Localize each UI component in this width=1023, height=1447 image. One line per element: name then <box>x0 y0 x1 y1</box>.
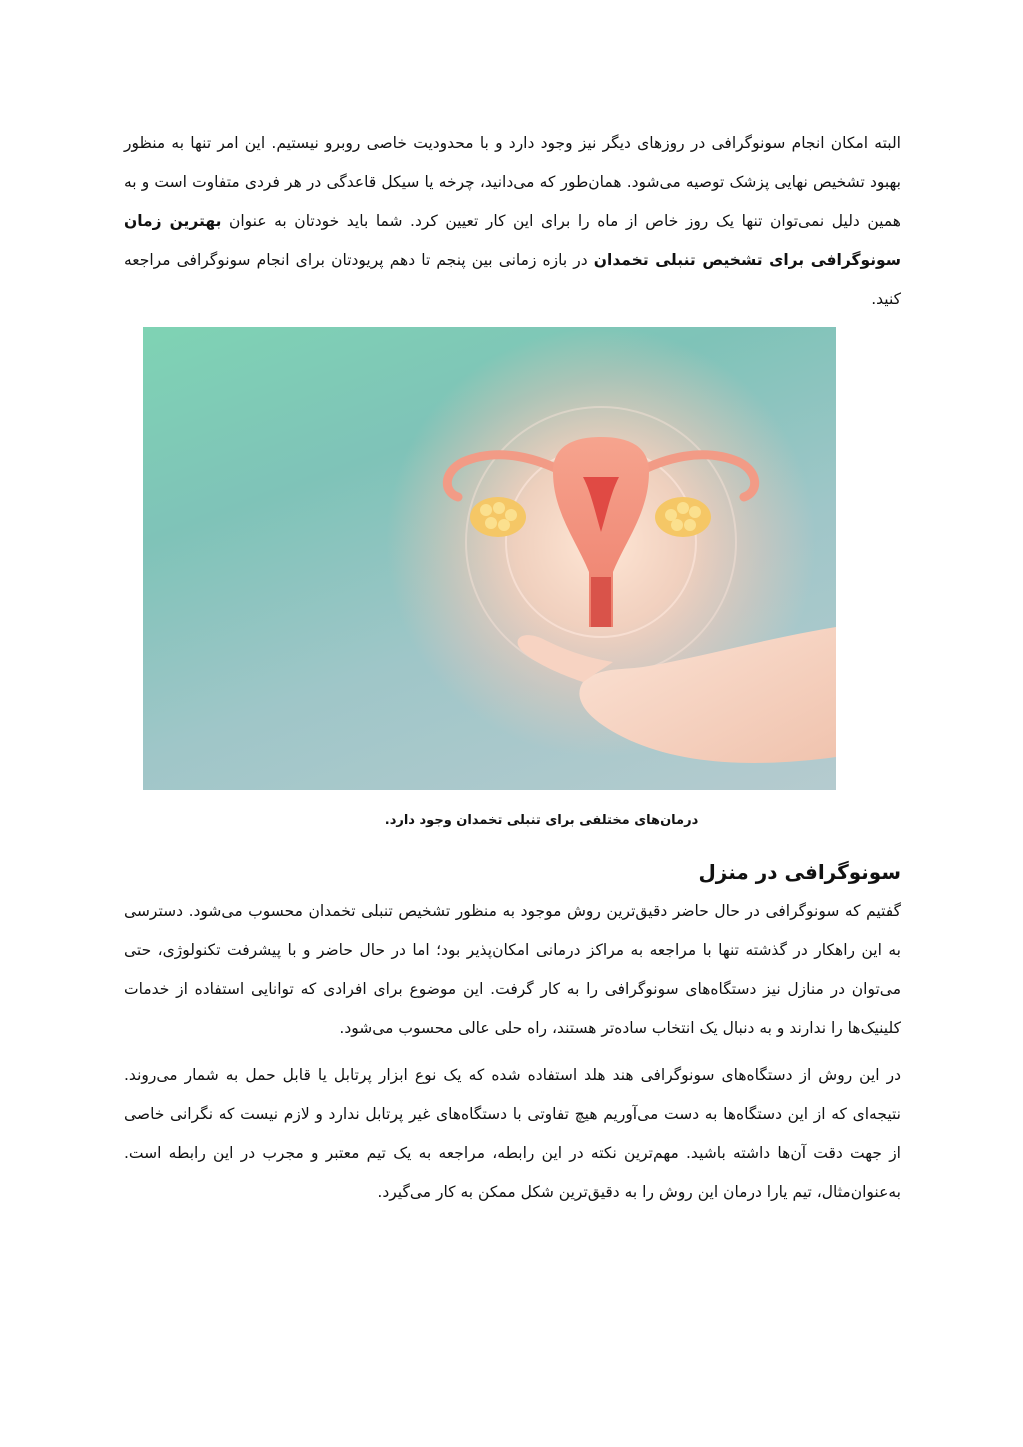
cervix-canal <box>591 577 611 627</box>
uterus-illustration <box>143 327 836 790</box>
intro-text-end: در بازه زمانی بین پنجم تا دهم پریودتان برای انجام سونوگرافی مراجعه کنید. <box>124 251 901 308</box>
section-paragraph-1: گفتیم که سونوگرافی در حال حاضر دقیق‌ترین روش موجود به منظور تشخیص تنبلی تخمدان محسوب می‌شود. دسترسی به این راهکار در گذشته تنها با مراجعه به مراکز درمانی امکان‌پذیر بود؛ اما در حال حاضر و با پیشرفت تکنولوژی، حتی می‌توان در منازل نیز دستگاه‌های سونوگرافی را به کار گرفت. این موضوع برای افرادی که توانایی استفاده از خدمات کلینیک‌ها را ندارند و به دنبال یک انتخاب ساده‌تر هستند، راه حلی عالی محسوب می‌شود. <box>124 902 901 1037</box>
section-heading: سونوگرافی در منزل <box>698 860 901 884</box>
figure-caption: درمان‌های مختلفی برای تنبلی تخمدان وجود دارد. <box>384 813 699 828</box>
document-page <box>124 124 901 1212</box>
section-paragraph-2: در این روش از دستگاه‌های سونوگرافی هند هلد استفاده شده که یک نوع ابزار پرتابل یا قابل حمل به شمار می‌روند. نتیجه‌ای که از این دستگاه‌ها به دست می‌آوریم هیچ تفاوتی با دستگاه‌های غیر پرتابل ندارد و لازم نیست که نگرانی خاصی از جهت دقت آن‌ها داشته باشید. مهم‌ترین نکته در این رابطه، مراجعه به یک تیم معتبر و مجرب در این رابطه است. به‌عنوان‌مثال، تیم یارا درمان این روش را به دقیق‌ترین شکل ممکن به کار می‌گیرد. <box>124 1066 901 1201</box>
intro-text-start: البته امکان انجام سونوگرافی در روزهای دیگر نیز وجود دارد و با محدودیت خاصی روبرو نیستیم. این امر تنها به منظور بهبود تشخیص نهایی پزشک توصیه می‌شود. همان‌طور که می‌دانید، چرخه یا سیکل قاعدگی در هر فردی متفاوت است و به همین دلیل نمی‌توان تنها یک روز خاص از ماه را برای این کار تعیین کرد. شما باید خودتان به عنوان <box>124 134 901 230</box>
right-ovary <box>655 497 711 537</box>
intro-paragraph <box>124 124 901 319</box>
intro-bold-keyword: بهترین زمان سونوگرافی برای تشخیص تنبلی تخمدان <box>124 212 901 269</box>
uterus-hand-illustration <box>143 327 836 790</box>
left-ovary <box>470 497 526 537</box>
